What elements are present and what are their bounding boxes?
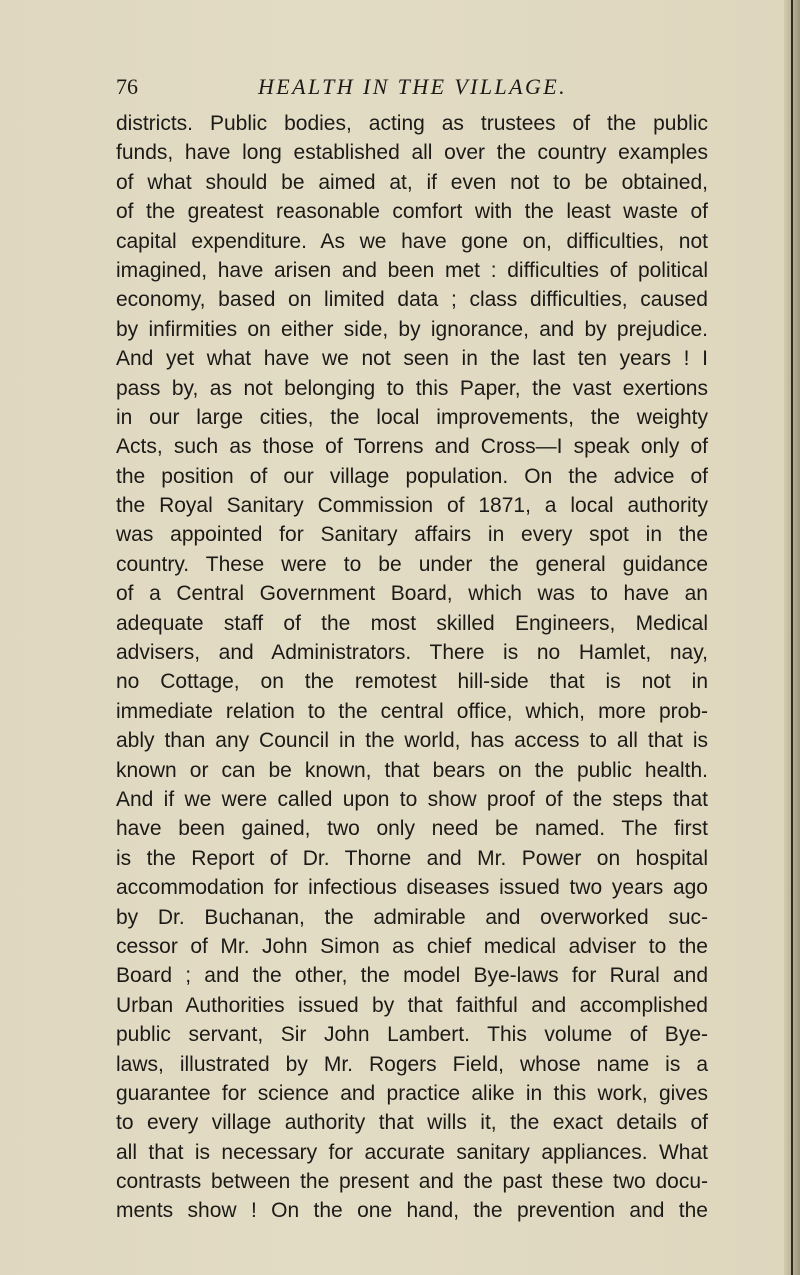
text-line: adequate staff of the most skilled Engineers, Medical <box>116 611 708 635</box>
page-edge <box>784 0 800 1275</box>
text-line: the position of our village population. On the advice of <box>116 464 708 488</box>
body-text <box>116 109 708 1226</box>
text-line: contrasts between the present and the past these two docu- <box>116 1170 708 1194</box>
text-line: of what should be aimed at, if even not to be obtained, <box>116 170 708 194</box>
text-line: And yet what have we not seen in the last ten years ! I <box>116 347 708 371</box>
text-line: known or can be known, that bears on the public health. <box>116 758 708 782</box>
text-line: advisers, and Administrators. There is no Hamlet, nay, <box>116 641 708 665</box>
text-line: is the Report of Dr. Thorne and Mr. Power on hospital <box>116 846 708 870</box>
text-line: laws, illustrated by Mr. Rogers Field, whose name is a <box>116 1052 708 1076</box>
text-line: districts. Public bodies, acting as trustees of the public <box>116 112 708 135</box>
text-line: imagined, have arisen and been met : difficulties of political <box>116 258 708 282</box>
text-line: was appointed for Sanitary affairs in every spot in the <box>116 523 708 547</box>
text-line: ably than any Council in the world, has access to all that is <box>116 729 708 753</box>
text-line: Urban Authorities issued by that faithful and accomplished <box>116 993 708 1017</box>
running-head: HEALTH IN THE VILLAGE. <box>258 74 568 99</box>
text-line: accommodation for infectious diseases issued two years ago <box>116 876 708 900</box>
binding-line <box>791 0 793 1275</box>
text-line: no Cottage, on the remotest hill-side that is not in <box>116 670 708 694</box>
page-number: 76 <box>116 74 138 99</box>
text-line: immediate relation to the central office, which, more prob- <box>116 699 708 723</box>
text-line: the Royal Sanitary Commission of 1871, a local authority <box>116 494 708 518</box>
text-line: public servant, Sir John Lambert. This volume of Bye- <box>116 1023 708 1047</box>
text-line: funds, have long established all over the country examples <box>116 141 708 165</box>
text-line: cessor of Mr. John Simon as chief medical adviser to the <box>116 934 708 958</box>
text-line: by infirmities on either side, by ignorance, and by prejudice. <box>116 317 708 341</box>
text-line: guarantee for science and practice alike in this work, gives <box>116 1081 708 1105</box>
text-line: economy, based on limited data ; class difficulties, caused <box>116 288 708 312</box>
text-line: in our large cities, the local improvements, the weighty <box>116 405 708 429</box>
text-line: capital expenditure. As we have gone on, difficulties, not <box>116 229 708 253</box>
text-line: country. These were to be under the general guidance <box>116 552 708 576</box>
text-line: Board ; and the other, the model Bye-laws for Rural and <box>116 964 708 988</box>
text-line: all that is necessary for accurate sanitary appliances. What <box>116 1140 708 1164</box>
text-line: have been gained, two only need be named. The first <box>116 817 708 841</box>
text-line: pass by, as not belonging to this Paper, the vast exertions <box>116 376 708 400</box>
text-line: of a Central Government Board, which was to have an <box>116 582 708 606</box>
text-line: of the greatest reasonable comfort with the least waste of <box>116 200 708 224</box>
text-line: by Dr. Buchanan, the admirable and overworked suc- <box>116 905 708 929</box>
text-line: And if we were called upon to show proof of the steps that <box>116 787 708 811</box>
text-line: ments show ! On the one hand, the prevention and the <box>116 1199 708 1223</box>
text-line: Acts, such as those of Torrens and Cross—I speak only of <box>116 435 708 459</box>
text-line: to every village authority that wills it, the exact details of <box>116 1111 708 1135</box>
page-header <box>116 74 708 106</box>
